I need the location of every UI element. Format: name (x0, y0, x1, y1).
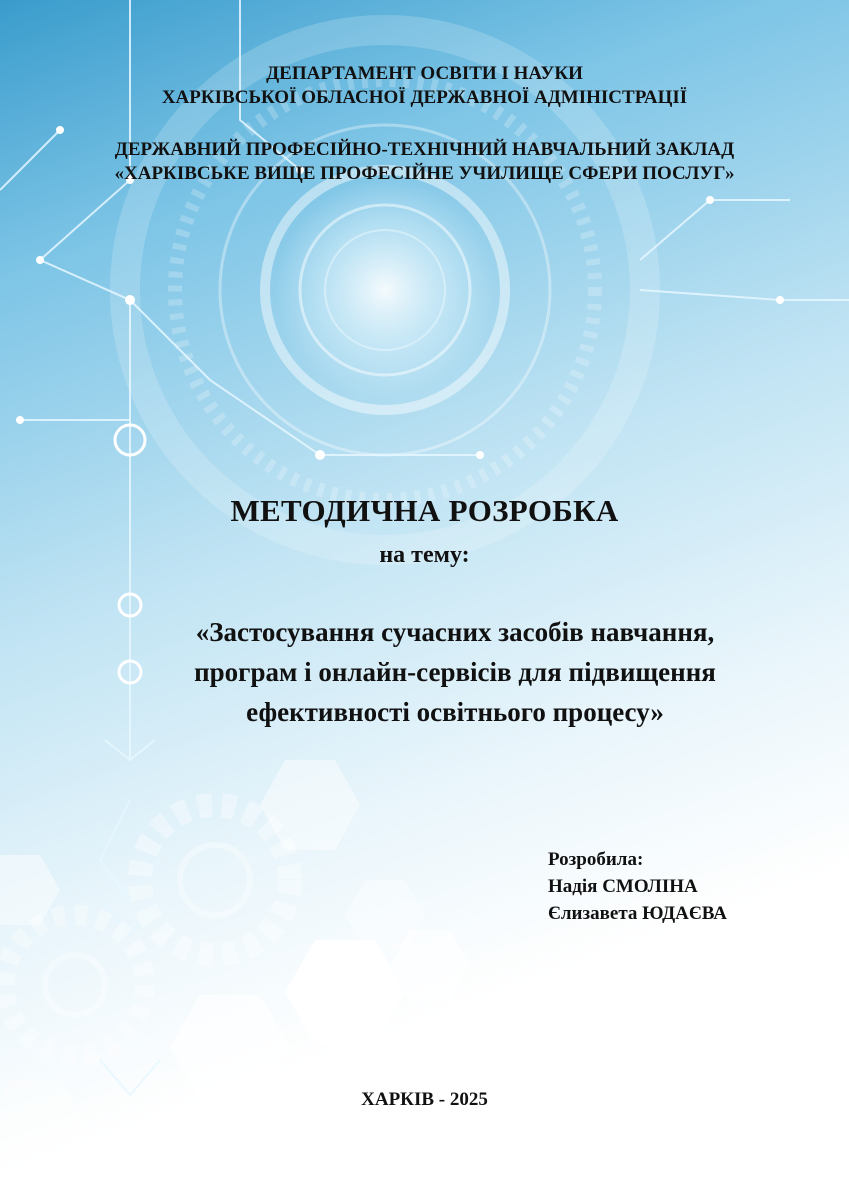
topic-line: «Застосування сучасних засобів навчання, (195, 617, 715, 647)
institution-line-2: «ХАРКІВСЬКЕ ВИЩЕ ПРОФЕСІЙНЕ УЧИЛИЩЕ СФЕРИ ПОСЛУГ» (114, 163, 735, 184)
topic-line: програм і онлайн-сервісів для підвищення (194, 657, 716, 687)
department-line-1: ДЕПАРТАМЕНТ ОСВІТИ І НАУКИ (266, 63, 583, 84)
topic-title (120, 612, 790, 732)
institution-line-1: ДЕРЖАВНИЙ ПРОФЕСІЙНО-ТЕХНІЧНИЙ НАВЧАЛЬНИЙ ЗАКЛАД (114, 139, 735, 160)
authors-label: Розробила: (548, 849, 644, 870)
city-year: ХАРКІВ - 2025 (361, 1089, 488, 1110)
on-topic-label: на тему: (379, 542, 470, 568)
authors-block (548, 846, 828, 927)
topic-line: ефективності освітнього процесу» (246, 697, 664, 727)
author-name: Надія СМОЛІНА (548, 876, 698, 897)
author-name: Єлизавета ЮДАЄВА (548, 903, 727, 924)
hexagon-pattern-graphic (0, 760, 630, 1190)
document-type-title: МЕТОДИЧНА РОЗРОБКА (230, 493, 619, 528)
department-line-2: ХАРКІВСЬКОЇ ОБЛАСНОЇ ДЕРЖАВНОЇ АДМІНІСТРАЦІЇ (161, 87, 688, 108)
